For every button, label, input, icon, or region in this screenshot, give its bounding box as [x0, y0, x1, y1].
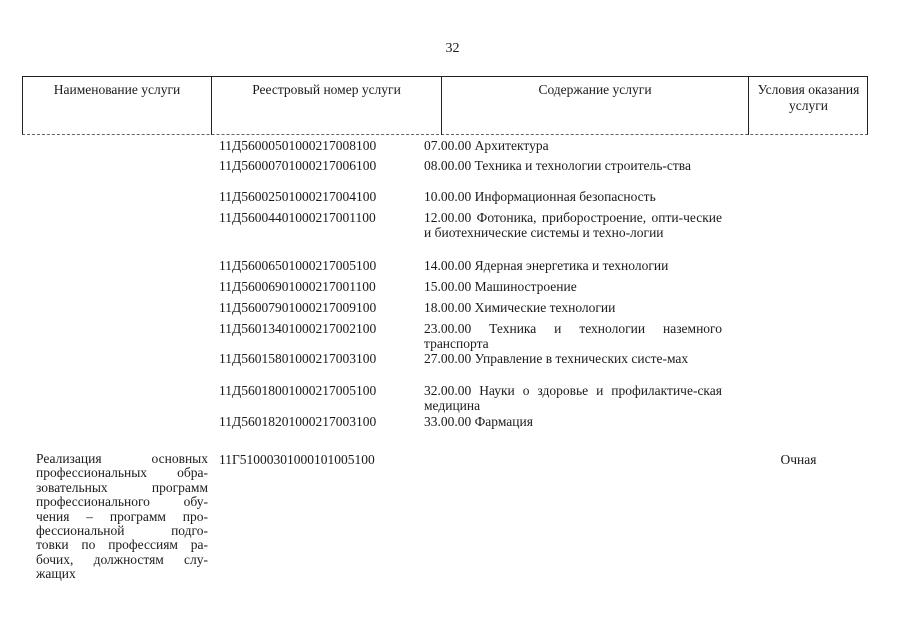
service-content: 18.00.00 Химические технологии — [424, 300, 616, 315]
service-content: 15.00.00 Машиностроение — [424, 279, 577, 294]
service-name — [36, 452, 208, 582]
service-name-line: профессиональных обра- — [36, 465, 208, 481]
page-number: 32 — [445, 41, 460, 56]
registry-code: 11Г51000301000101005100 — [219, 452, 375, 467]
service-content: 32.00.00 Науки о здоровье и профилактиче-ская медицина — [424, 383, 722, 413]
service-name-line: жащих — [36, 566, 76, 582]
service-name-line: товки по профессиям ра- — [36, 537, 208, 553]
service-content: 12.00.00 Фотоника, приборостроение, опти-ческие и биотехнические системы и техно-логии — [424, 210, 722, 240]
service-condition: Очная — [780, 452, 817, 467]
service-name-line: зовательных программ — [36, 479, 208, 495]
service-name-line: Реализация основных — [36, 451, 208, 466]
registry-code: 11Д56000701000217006100 — [219, 158, 377, 173]
registry-code: 11Д56006501000217005100 — [219, 258, 377, 273]
table-header — [22, 76, 868, 135]
service-content: 07.00.00 Архитектура — [424, 138, 549, 153]
registry-code: 11Д56000501000217008100 — [219, 138, 377, 153]
registry-code: 11Д56004401000217001100 — [219, 210, 376, 225]
header-registry-number: Реестровый номер услуги — [212, 77, 442, 135]
service-content: 33.00.00 Фармация — [424, 414, 533, 429]
service-content: 23.00.00 Техника и технологии наземного транспорта — [424, 321, 722, 351]
registry-code: 11Д56015801000217003100 — [219, 351, 377, 366]
registry-code: 11Д56007901000217009100 — [219, 300, 377, 315]
service-name-line: фессиональной подго- — [36, 523, 208, 539]
header-service-name: Наименование услуги — [23, 77, 212, 135]
registry-code: 11Д56006901000217001100 — [219, 279, 376, 294]
header-service-conditions: Условия оказания услуги — [757, 82, 860, 113]
service-content: 10.00.00 Информационная безопасность — [424, 189, 656, 204]
service-content: 27.00.00 Управление в технических систе-мах — [424, 351, 689, 366]
registry-code: 11Д56018201000217003100 — [219, 414, 377, 429]
service-content: 14.00.00 Ядерная энергетика и технологии — [424, 258, 669, 273]
registry-code: 11Д56013401000217002100 — [219, 321, 377, 336]
registry-code: 11Д56002501000217004100 — [219, 189, 377, 204]
service-name-line: чения – программ про- — [36, 508, 208, 524]
service-name-line: профессионального обу- — [36, 494, 208, 510]
header-service-content: Содержание услуги — [442, 77, 749, 135]
service-content: 08.00.00 Техника и технологии строитель-ства — [424, 158, 691, 173]
registry-code: 11Д56018001000217005100 — [219, 383, 377, 398]
service-name-line: бочих, должностям слу- — [36, 551, 208, 567]
